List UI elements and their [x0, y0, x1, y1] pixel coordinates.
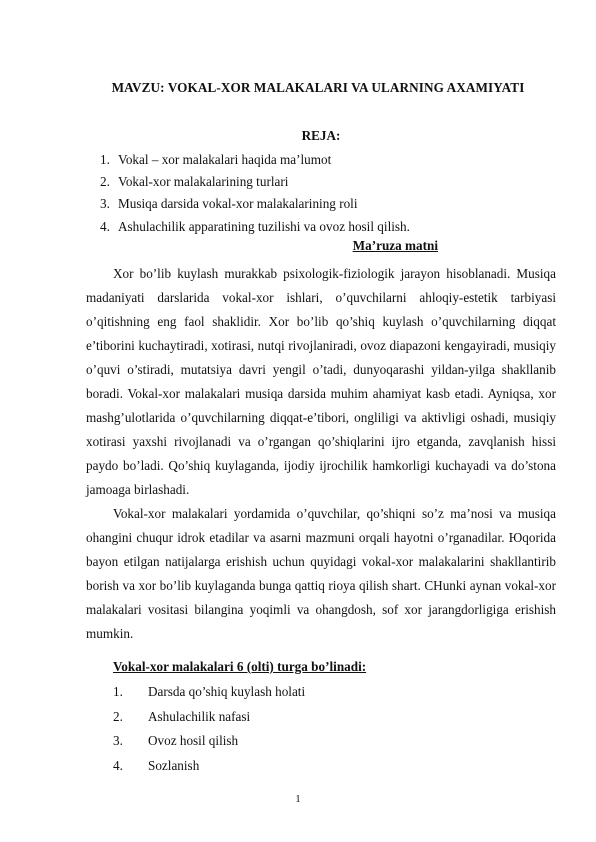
types-heading: Vokal-xor malakalari 6 (olti) turga bo’linadi: [113, 659, 367, 674]
types-item [113, 680, 305, 705]
plan-item-text: Vokal – xor malakalari haqida ma’lumot [118, 152, 332, 167]
types-item-text: Darsda qo’shiq kuylash holati [148, 684, 306, 699]
plan-item-number: 3. [100, 196, 110, 212]
plan-item-text: Musiqa darsida vokal-xor malakalarining roli [118, 196, 358, 212]
plan-heading: REJA: [301, 128, 341, 143]
types-item [113, 705, 305, 730]
types-list [113, 680, 305, 778]
document-title: MAVZU: VOKAL-XOR MALAKALARI VA ULARNING AXAMIYATI [111, 80, 525, 95]
plan-item [100, 149, 410, 171]
types-item-number: 4. [113, 757, 123, 773]
plan-item [100, 193, 410, 215]
plan-item-number: 2. [100, 174, 110, 190]
plan-item-text: Ashulachilik apparatining tuzilishi va ovoz hosil qilish. [118, 218, 410, 234]
types-item [113, 729, 305, 754]
types-item-text: Sozlanish [148, 757, 200, 773]
paragraph: Xor bo’lib kuylash murakkab psixologik-fiziologik jarayon hisoblanadi. Musiqa madaniyati darslarida vokal-xor ishlari, o’quvchilarni ahloqiy-estetik tarbiyasi o’qitishning eng faol shaklidir. Xor bo’lib qo’shiq kuylash o’quvchilarning diqqat e’tiborini kuchaytiradi, xotirasi, nutqi rivojlaniradi, ovoz diapazoni kengayiradi, musiqiy o’quvi o’stiradi, mutatsiya davri yengil o’tadi, dunyoqarashi yildan-yilga shakllanib boradi. Vokal-xor malakalari musiqa darsida muhim ahamiyat kasb etadi. Ayniqsa, xor mashg’ulotlarida o’quvchilarning diqqat-e’tibori, ongliligi va aktivligi oshadi, musiqiy xotirasi yaxshi rivojlanadi va o’rgangan qo’shiqlarini ijro etganda, zavqlanish hissi paydo bo’ladi. Qo’shiq kuylaganda, ijodiy ijrochilik hamkorligi kuchayadi va do’stona jamoaga birlashadi. [86, 266, 556, 497]
types-item [113, 754, 305, 779]
types-item-number: 1. [113, 684, 123, 699]
plan-item [100, 216, 410, 238]
types-item-text: Ashulachilik nafasi [148, 708, 251, 724]
plan-item-text: Vokal-xor malakalarining turlari [118, 174, 289, 190]
lecture-body [86, 262, 556, 646]
types-item-number: 3. [113, 733, 123, 748]
plan-item-number: 4. [100, 218, 110, 234]
page-number: 1 [295, 793, 301, 805]
types-item-number: 2. [113, 708, 123, 724]
plan-list [100, 149, 410, 238]
plan-item [100, 171, 410, 193]
types-item-text: Ovoz hosil qilish [148, 733, 239, 748]
paragraph: Vokal-xor malakalari yordamida o’quvchilar, qo’shiqni so’z ma’nosi va musiqa ohangini chuqur idrok etadilar va asarni mazmuni orqali hayotni o’rganadilar. Юqorida bayon etilgan natijalarga erishish uchun quyidagi vokal-xor malakalarini shakllantirib borish va xor bo’lib kuylaganda bunga qattiq rioya qilish shart. CHunki aynan vokal-xor malakalari vositasi bilangina yoqimli va ohangdosh, sof xor jarangdorligiga erishish mumkin. [86, 506, 556, 641]
plan-item-number: 1. [100, 152, 110, 167]
lecture-heading: Ma’ruza matni [352, 238, 438, 253]
